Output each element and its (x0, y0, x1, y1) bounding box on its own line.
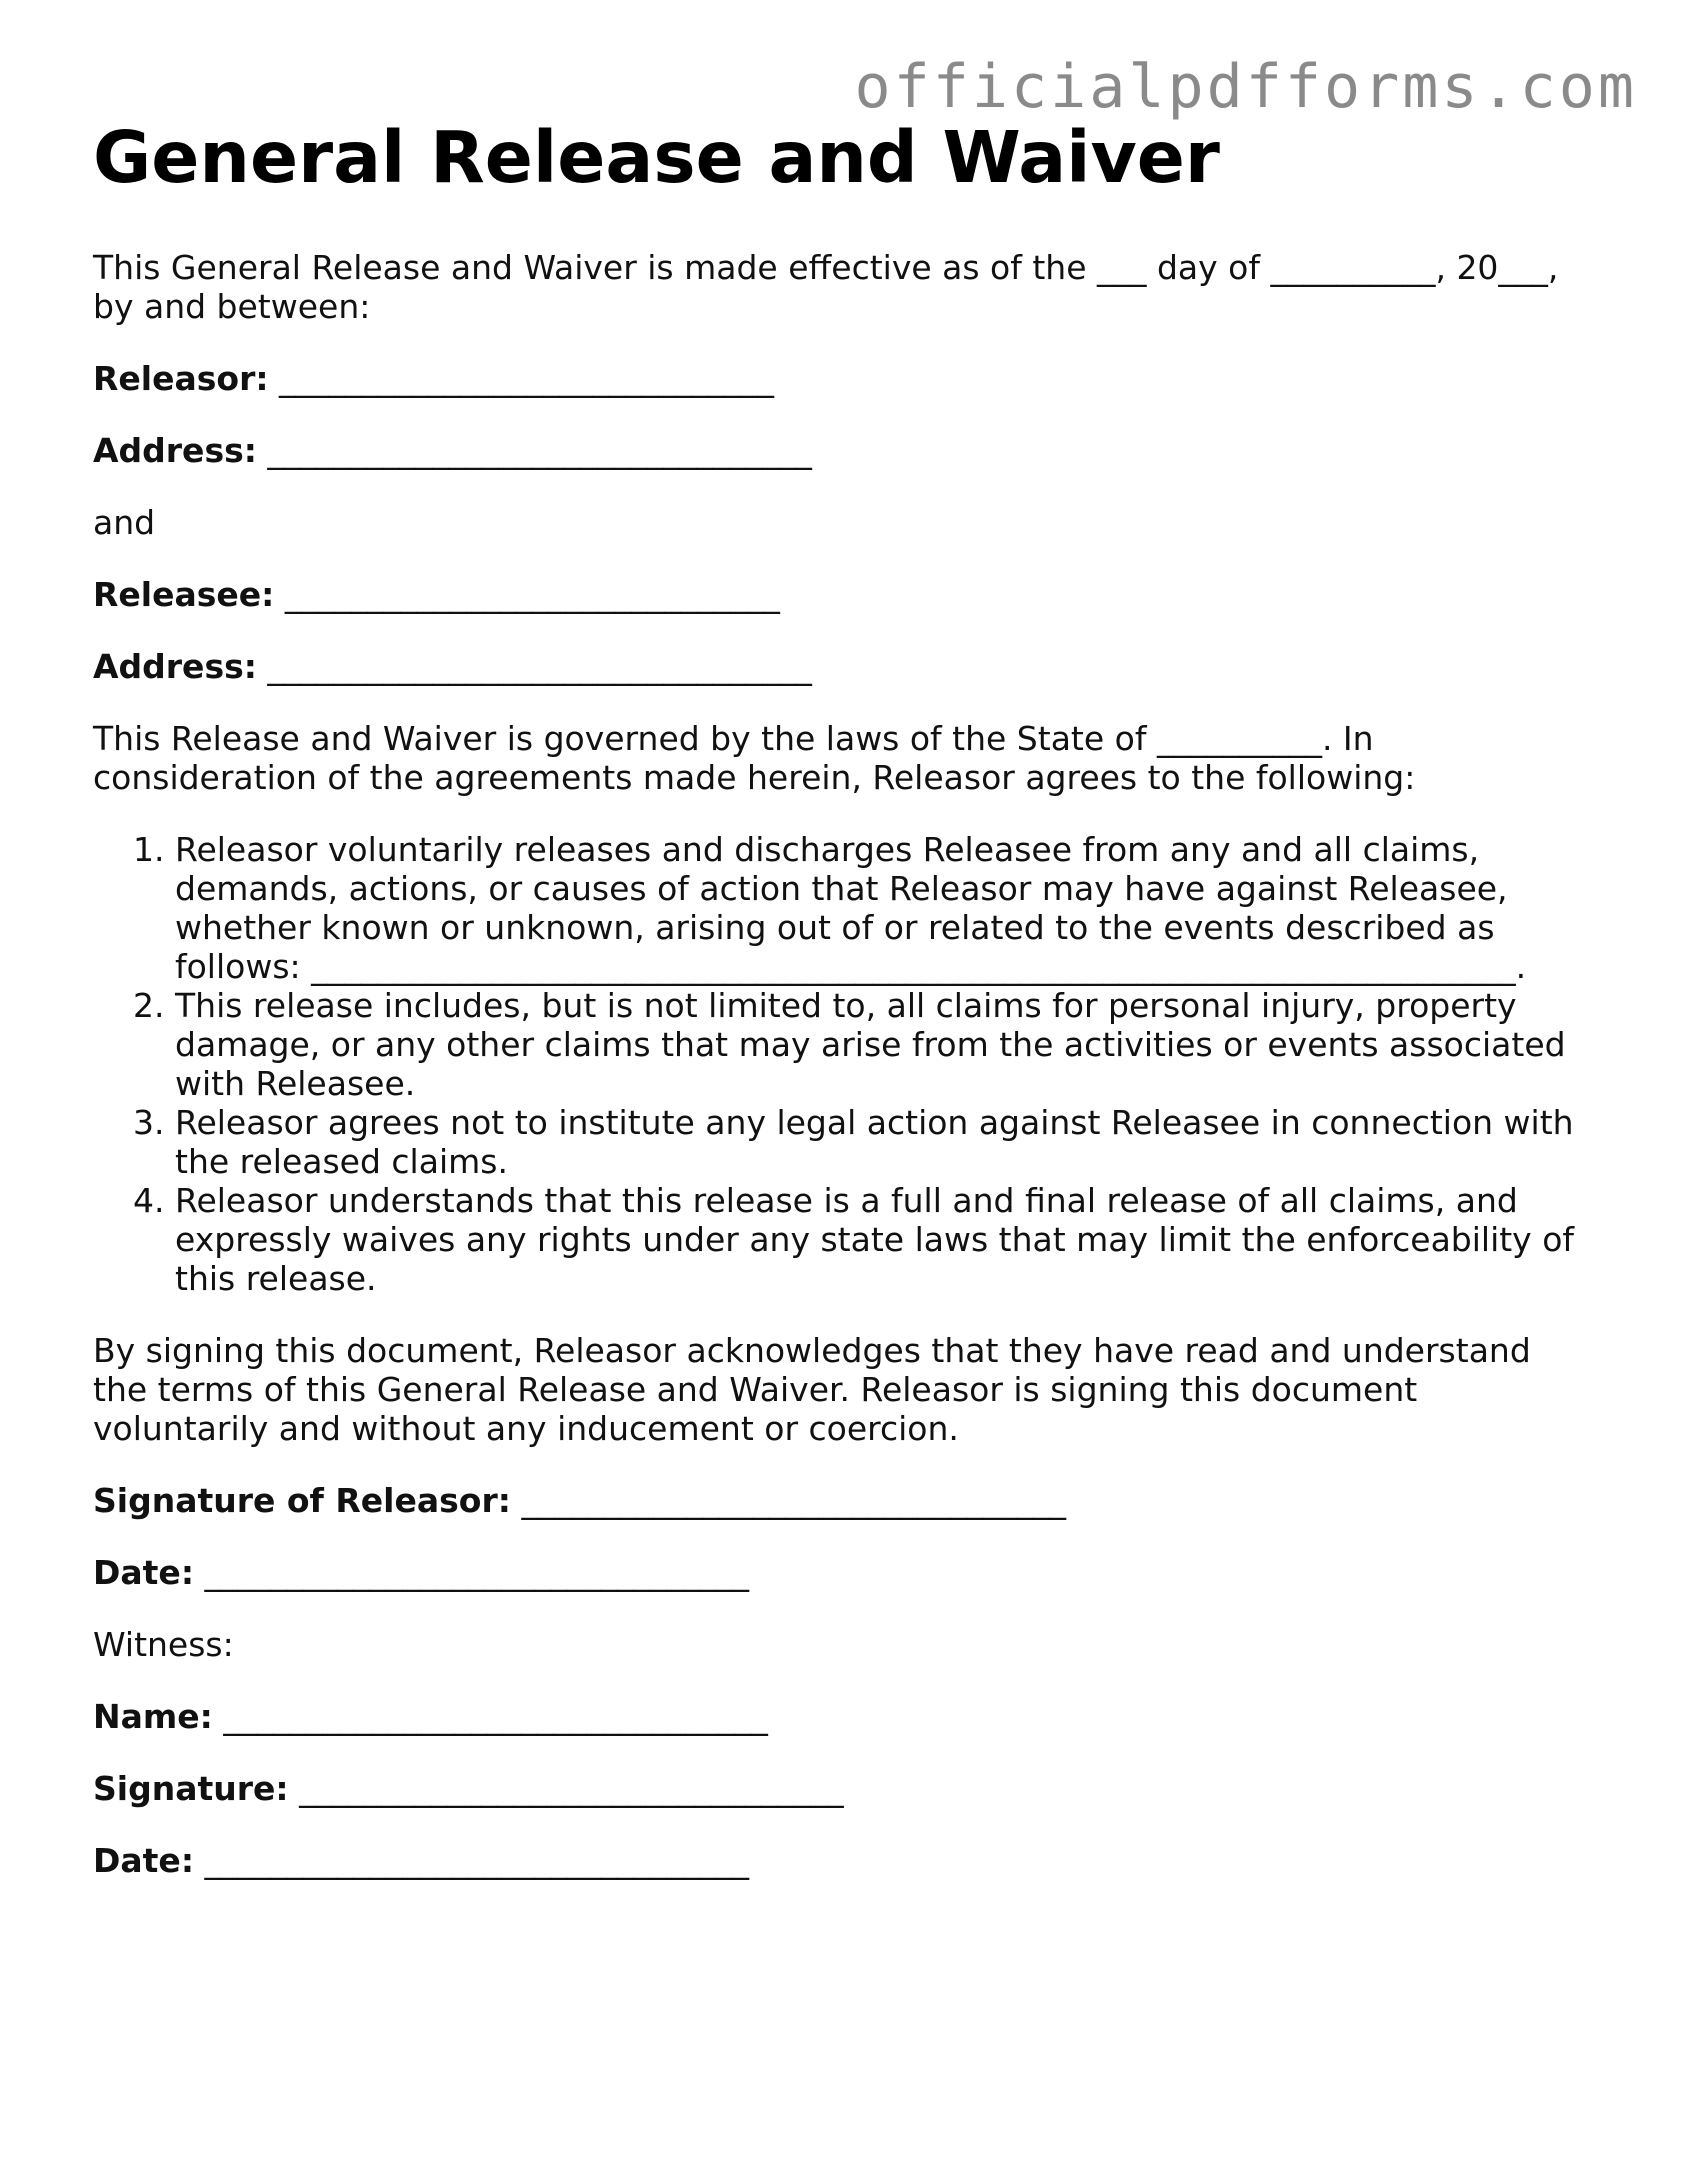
releasee-address-field (93, 647, 1593, 686)
term-item: 3. Releasor agrees not to institute any legal action against Releasee in connection with the released claims. (175, 1103, 1593, 1181)
witness-date-field (93, 1841, 1593, 1880)
witness-signature-label: Signature: (93, 1769, 289, 1808)
witness-date-label: Date: (93, 1841, 195, 1880)
terms-list (93, 830, 1593, 1298)
releasor-date-field (93, 1553, 1593, 1592)
witness-name-blank[interactable]: _________________________________ (223, 1697, 768, 1736)
acknowledgment-paragraph: By signing this document, Releasor acknowledges that they have read and understand the terms of this General Release and Waiver. Releasor is signing this document voluntarily and without any inducement or coercion. (93, 1331, 1531, 1448)
and-text: and (93, 503, 156, 542)
releasee-address-blank[interactable]: _________________________________ (267, 647, 812, 686)
releasor-signature-label: Signature of Releasor: (93, 1481, 511, 1520)
witness-signature-blank[interactable]: _________________________________ (299, 1769, 844, 1808)
witness-signature-field (93, 1769, 1593, 1808)
term-item: 4. Releasor understands that this release is a full and final release of all claims, and expressly waives any rights under any state laws that may limit the enforceability of this release. (175, 1181, 1593, 1298)
witness-date-blank[interactable]: _________________________________ (204, 1841, 750, 1880)
witness-name-field (93, 1697, 1593, 1736)
releasee-field (93, 575, 1593, 614)
document-body (93, 248, 1593, 1880)
term-item: 2. This release includes, but is not limited to, all claims for personal injury, property damage, or any other claims that may arise from the activities or events associated with Releasee. (175, 986, 1593, 1103)
releasor-date-blank[interactable]: _________________________________ (204, 1553, 750, 1592)
term-item: 1. Releasor voluntarily releases and discharges Releasee from any and all claims, demands, actions, or causes of action that Releasor may have against Releasee, whether known or unknown, arising out of or related to the events described as follows: _________________________________________________________________________. (175, 830, 1593, 986)
watermark: officialpdfforms.com (854, 52, 1637, 122)
witness-name-label: Name: (93, 1697, 213, 1736)
releasor-field (93, 359, 1593, 398)
releasor-signature-blank[interactable]: _________________________________ (521, 1481, 1066, 1520)
releasor-address-blank[interactable]: _________________________________ (267, 431, 812, 470)
releasor-signature-field (93, 1481, 1593, 1520)
releasee-label: Releasee: (93, 575, 275, 614)
intro-paragraph: This General Release and Waiver is made effective as of the ___ day of __________, 20___, by and between: (93, 248, 1559, 326)
releasor-address-label: Address: (93, 431, 257, 470)
document-page (93, 112, 1593, 1913)
witness-heading: Witness: (93, 1625, 234, 1664)
releasor-date-label: Date: (93, 1553, 195, 1592)
document-title: General Release and Waiver (93, 116, 1220, 199)
releasee-address-label: Address: (93, 647, 257, 686)
releasee-blank[interactable]: ______________________________ (284, 575, 780, 614)
releasor-address-field (93, 431, 1593, 470)
releasor-label: Releasor: (93, 359, 269, 398)
releasor-blank[interactable]: ______________________________ (279, 359, 775, 398)
governing-law-paragraph: This Release and Waiver is governed by the laws of the State of __________. In consideration of the agreements made herein, Releasor agrees to the following: (93, 719, 1416, 797)
